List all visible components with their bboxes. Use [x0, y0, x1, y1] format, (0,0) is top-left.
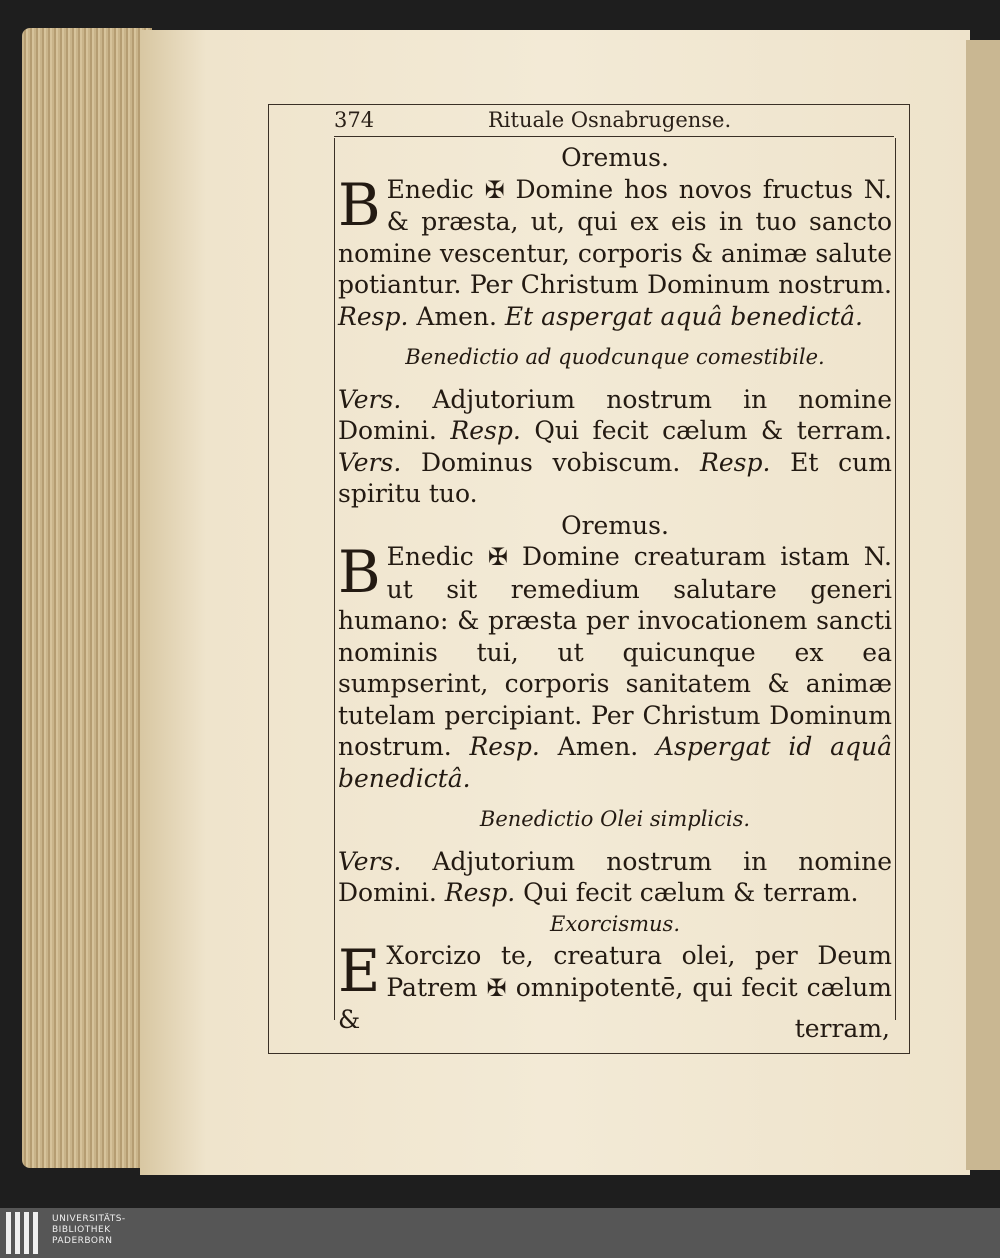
text-span: Et cum spiritu tuo.: [338, 447, 892, 508]
library-logo-icon: [6, 1212, 46, 1254]
blessing-paragraph-2: [338, 538, 893, 794]
text-span: Dominus vobiscum.: [421, 447, 681, 477]
page-number: 374: [334, 108, 375, 132]
text-span: Domine hos novos fructus N. & præsta, ut, qui ex eis in tuo sancto nomine vescentur, corporis & animæ salute potiantur. Per Christum Dominum nostrum.: [338, 174, 892, 299]
text-span: Enedic: [386, 174, 474, 204]
vers-label: Vers.: [338, 447, 402, 477]
resp-label: Resp.: [338, 301, 409, 331]
library-footer: [0, 1208, 1000, 1258]
oremus-heading: Oremus.: [561, 143, 669, 172]
running-title: Rituale Osnabrugense.: [488, 108, 732, 132]
cross-icon: ✠: [484, 175, 505, 204]
cross-icon: ✠: [486, 973, 507, 1002]
resp-label: Resp.: [450, 416, 521, 445]
versicle-paragraph: [338, 384, 892, 510]
resp-label: Resp.: [444, 878, 516, 907]
vers-label: Vers.: [338, 846, 402, 876]
versicle-paragraph-2: [338, 846, 892, 909]
text-span: omnipotentē, qui fecit cælum &: [338, 972, 892, 1034]
section-title: Benedictio ad quodcunque comestibile.: [405, 345, 825, 369]
resp-label: Resp.: [700, 447, 771, 477]
page-text: [338, 142, 892, 1036]
text-span: Amen.: [557, 732, 639, 761]
library-name: [52, 1214, 126, 1247]
text-span: Qui fecit cælum & terram.: [523, 878, 859, 907]
oremus-heading: Oremus.: [561, 510, 669, 540]
library-name-line: UNIVERSITÄTS-: [52, 1214, 126, 1224]
section-title: Benedictio Olei simplicis.: [479, 807, 751, 831]
rubric: Et aspergat aquâ benedictâ.: [504, 301, 864, 331]
blessing-paragraph-1: [338, 170, 892, 333]
text-span: Enedic: [386, 542, 474, 571]
drop-cap: B: [338, 170, 381, 239]
facing-page-edge: [966, 40, 1000, 1170]
drop-cap: B: [338, 538, 381, 606]
page-header: [334, 106, 894, 137]
rubric: Aspergat id aquâ benedictâ.: [338, 732, 892, 793]
drop-cap: E: [338, 937, 381, 1005]
book-page-edges: [22, 28, 152, 1168]
vers-label: Vers.: [338, 384, 402, 414]
text-span: Adjutorium nostrum in nomine Domini.: [338, 384, 893, 445]
text-span: Qui fecit cælum & terram.: [534, 416, 893, 445]
catchword: terram,: [794, 1014, 890, 1043]
resp-label: Resp.: [469, 732, 540, 761]
section-title: Exorcismus.: [550, 911, 680, 936]
cross-icon: ✠: [487, 543, 508, 571]
text-span: Adjutorium nostrum in nomine Domini.: [338, 846, 893, 907]
text-span: Amen.: [416, 301, 497, 331]
text-span: Xorcizo te, creatura olei, per Deum Patrem: [386, 941, 892, 1002]
library-name-line: PADERBORN: [52, 1236, 113, 1246]
text-span: Domine creaturam istam N. ut sit remedium salutare generi humano: & præsta per invocationem sancti nominis tui, ut quicunque ex ea sumpserint, corporis sanitatem & animæ tutelam percipiant. Per Christum Dominum nostrum.: [338, 542, 893, 761]
library-name-line: BIBLIOTHEK: [52, 1225, 111, 1235]
